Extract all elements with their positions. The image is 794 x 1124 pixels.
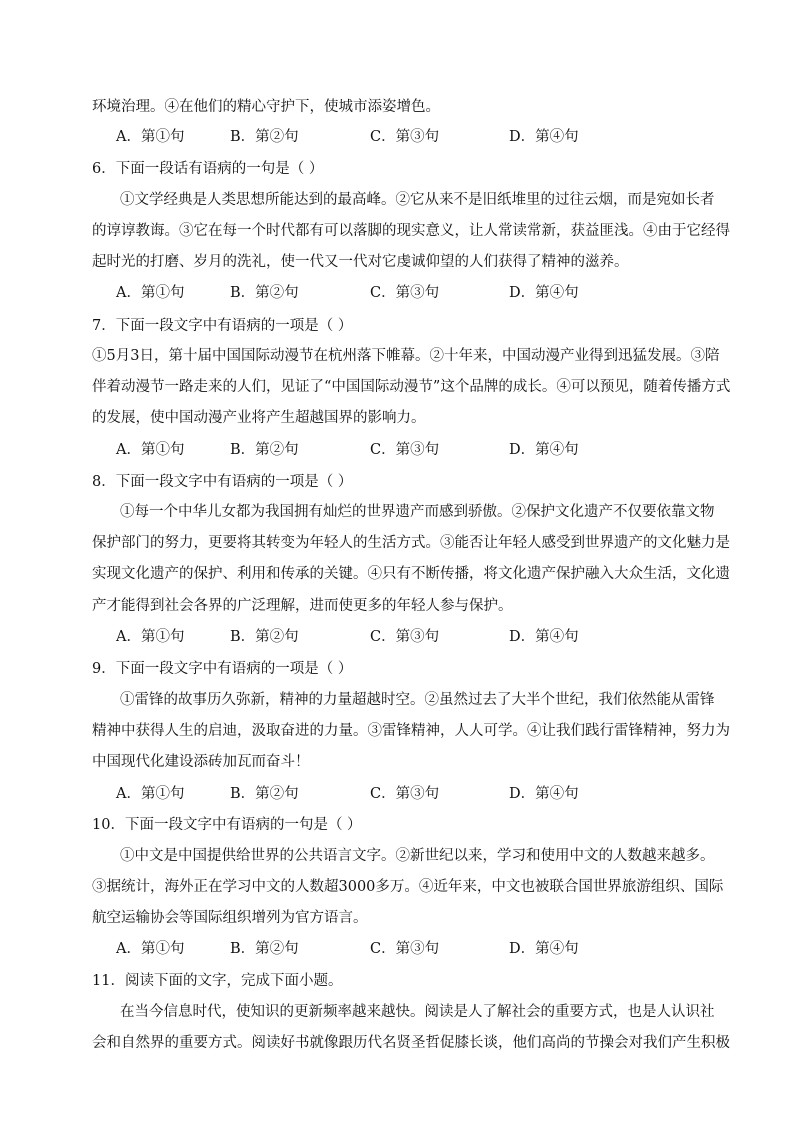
q9-options (116, 784, 716, 804)
option-a: A．第①句 (116, 129, 185, 145)
option-c: C．第③句 (370, 941, 440, 957)
option-b: B．第②句 (230, 129, 299, 145)
option-c: C．第③句 (370, 786, 440, 802)
q11-stem: 11．阅读下面的文字，完成下面小题。 (92, 973, 343, 989)
q5-options (116, 127, 716, 147)
q6-passage-line: 的谆谆教诲。③它在每一个时代都有可以落脚的现实意义，让人常读常新，获益匪浅。④由于它经得 (92, 223, 730, 239)
q10-passage-line: 航空运输协会等国际组织增列为官方语言。 (92, 910, 368, 926)
q11-passage-line: 在当今信息时代，使知识的更新频率越来越快。阅读是人了解社会的重要方式，也是人认识社 (120, 1004, 715, 1020)
q8-options (116, 627, 716, 647)
option-a: A．第①句 (116, 941, 185, 957)
q10-passage-line: ①中文是中国提供给世界的公共语言文字。②新世纪以来，学习和使用中文的人数越来越多。 (120, 848, 715, 864)
option-a: A．第①句 (116, 285, 185, 301)
q9-passage-line: ①雷锋的故事历久弥新，精神的力量超越时空。②虽然过去了大半个世纪，我们依然能从雷锋 (120, 692, 715, 708)
option-c: C．第③句 (370, 129, 440, 145)
option-b: B．第②句 (230, 941, 299, 957)
q6-passage-line: ①文学经典是人类思想所能达到的最高峰。②它从来不是旧纸堆里的过往云烟，而是宛如长者 (120, 192, 715, 208)
q11-passage-line: 会和自然界的重要方式。阅读好书就像跟历代名贤圣哲促膝长谈，他们高尚的节操会对我们产生积极 (92, 1035, 730, 1051)
q8-stem: 8．下面一段文字中有语病的一项是（ ） (92, 474, 353, 490)
q10-options (116, 939, 716, 959)
option-c: C．第③句 (370, 629, 440, 645)
option-a: A．第①句 (116, 442, 185, 458)
option-b: B．第②句 (230, 786, 299, 802)
q10-passage-line: ③据统计，海外正在学习中文的人数超3000多万。④近年来，中文也被联合国世界旅游组织、国际 (92, 879, 724, 895)
option-c: C．第③句 (370, 442, 440, 458)
q8-passage-line: 实现文化遗产的保护、利用和传承的关键。④只有不断传播，将文化遗产保护融入大众生活，文化遗 (92, 566, 730, 582)
q8-passage-line: 产才能得到社会各界的广泛理解，进而使更多的年轻人参与保护。 (92, 598, 513, 614)
option-d: D．第④句 (509, 285, 579, 301)
option-b: B．第②句 (230, 629, 299, 645)
option-c: C．第③句 (370, 285, 440, 301)
option-a: A．第①句 (116, 629, 185, 645)
option-a: A．第①句 (116, 786, 185, 802)
option-b: B．第②句 (230, 442, 299, 458)
q6-passage-line: 起时光的打磨、岁月的洗礼，使一代又一代对它虔诚仰望的人们获得了精神的滋养。 (92, 254, 629, 270)
q9-stem: 9．下面一段文字中有语病的一项是（ ） (92, 661, 353, 677)
q10-stem: 10．下面一段文字中有语病的一句是（ ） (92, 817, 362, 833)
q8-passage-line: 保护部门的努力，更要将其转变为年轻人的生活方式。③能否让年轻人感受到世界遗产的文化魅力是 (92, 535, 730, 551)
option-d: D．第④句 (509, 129, 579, 145)
intro-line: 环境治理。④在他们的精心守护下，使城市添姿增色。 (92, 99, 440, 115)
q9-passage-line: 精神中获得人生的启迪，汲取奋进的力量。③雷锋精神，人人可学。④让我们践行雷锋精神，努力为 (92, 723, 730, 739)
q7-passage-line: 伴着动漫节一路走来的人们，见证了“中国国际动漫节”这个品牌的成长。④可以预见，随着传播方式 (92, 379, 731, 395)
q9-passage-line: 中国现代化建设添砖加瓦而奋斗！ (92, 754, 310, 770)
option-b: B．第②句 (230, 285, 299, 301)
q7-passage-line: ①5月3日，第十届中国国际动漫节在杭州落下帷幕。②十年来，中国动漫产业得到迅猛发展。③陪 (92, 348, 720, 364)
q6-options (116, 283, 716, 303)
q7-stem: 7．下面一段文字中有语病的一项是（ ） (92, 318, 353, 334)
option-d: D．第④句 (509, 442, 579, 458)
q6-stem: 6．下面一段话有语病的一句是（ ） (92, 161, 324, 177)
q7-passage-line: 的发展，使中国动漫产业将产生超越国界的影响力。 (92, 410, 426, 426)
option-d: D．第④句 (509, 629, 579, 645)
option-d: D．第④句 (509, 786, 579, 802)
q7-options (116, 440, 716, 460)
option-d: D．第④句 (509, 941, 579, 957)
q8-passage-line: ①每一个中华儿女都为我国拥有灿烂的世界遗产而感到骄傲。②保护文化遗产不仅要依靠文物 (120, 504, 715, 520)
